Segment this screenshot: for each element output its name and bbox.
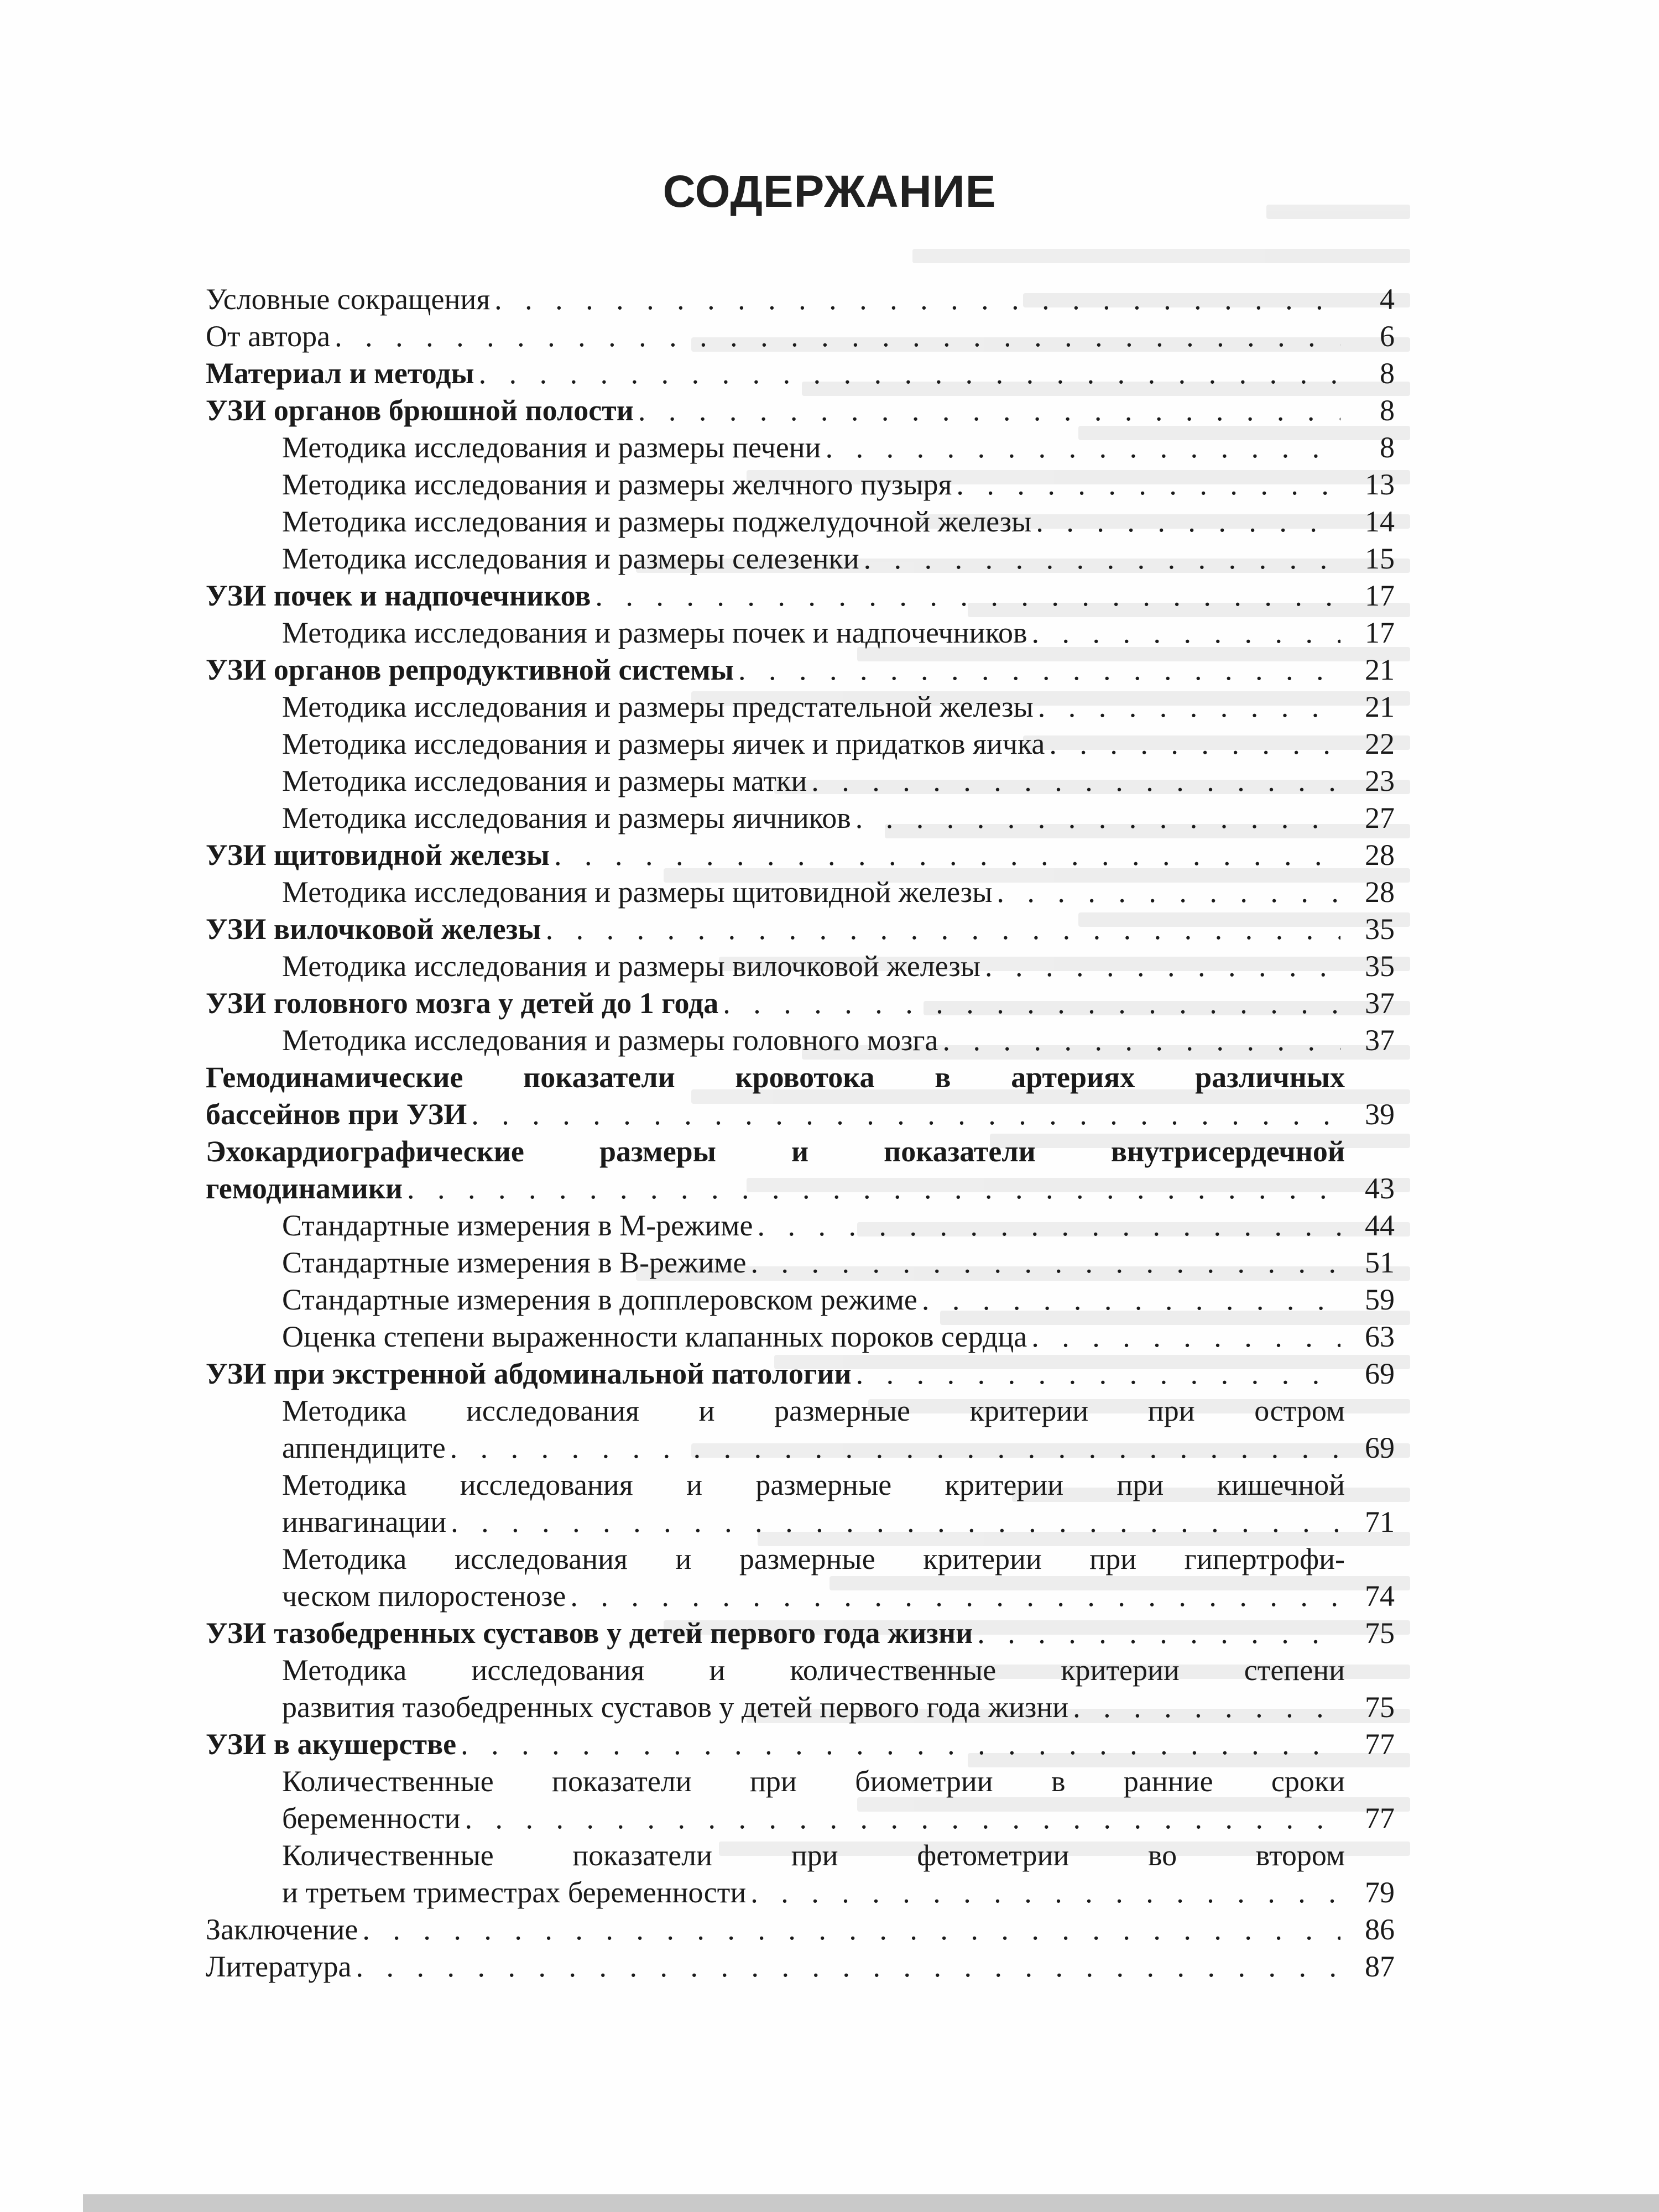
page-title: СОДЕРЖАНИЕ bbox=[662, 166, 997, 217]
dot-leader bbox=[362, 1911, 1340, 1948]
toc-entry bbox=[206, 688, 1395, 726]
toc-entry-title-line1: Методика исследования и размерные критерии при кишечной bbox=[282, 1468, 1345, 1501]
toc-page-number: 44 bbox=[1365, 1209, 1395, 1242]
dot-leader bbox=[546, 911, 1340, 948]
dot-leader bbox=[855, 800, 1340, 837]
toc-entry-title: УЗИ в акушерстве bbox=[206, 1728, 457, 1761]
dot-leader bbox=[1073, 1689, 1340, 1726]
toc-entry-title: Материал и методы bbox=[206, 357, 474, 390]
toc-entry-title: УЗИ при экстренной абдоминальной патологии bbox=[206, 1357, 852, 1390]
toc-entry-title: УЗИ органов брюшной полости bbox=[206, 394, 634, 427]
toc-page-number: 37 bbox=[1365, 987, 1395, 1020]
toc-entry-title: Оценка степени выраженности клапанных пороков сердца bbox=[282, 1320, 1027, 1353]
dot-leader bbox=[471, 1096, 1340, 1133]
toc-entry bbox=[206, 577, 1395, 614]
dot-leader bbox=[864, 540, 1340, 577]
toc-entry-title: Методика исследования и размеры печени bbox=[282, 431, 821, 464]
toc-entry-title-line2: беременности bbox=[282, 1802, 461, 1835]
toc-entry-title: Литература bbox=[206, 1950, 352, 1983]
toc-entry-title: Стандартные измерения в В-режиме bbox=[282, 1246, 747, 1279]
toc-entry-title: Методика исследования и размеры матки bbox=[282, 764, 807, 797]
toc-page-number: 77 bbox=[1365, 1728, 1395, 1761]
toc-page-number: 27 bbox=[1365, 801, 1395, 834]
toc-page-number: 39 bbox=[1365, 1098, 1395, 1131]
toc-entry bbox=[206, 429, 1395, 466]
toc-entry bbox=[206, 281, 1395, 318]
toc-page-number: 43 bbox=[1365, 1172, 1395, 1205]
toc-entry bbox=[206, 1541, 1395, 1615]
toc-entry bbox=[206, 763, 1395, 800]
toc-entry bbox=[206, 651, 1395, 688]
dot-leader bbox=[1049, 726, 1340, 763]
dot-leader bbox=[997, 874, 1340, 911]
dot-leader bbox=[942, 1022, 1340, 1059]
toc-page-number: 8 bbox=[1380, 357, 1395, 390]
toc-page-number: 15 bbox=[1365, 542, 1395, 575]
toc-entry bbox=[206, 1244, 1395, 1281]
toc-entry bbox=[206, 318, 1395, 355]
toc-entry bbox=[206, 1726, 1395, 1763]
toc-entry bbox=[206, 1837, 1395, 1911]
toc-entry-title: УЗИ головного мозга у детей до 1 года bbox=[206, 987, 719, 1020]
toc-entry-title: Стандартные измерения в допплеровском режиме bbox=[282, 1283, 917, 1316]
toc-page-number: 71 bbox=[1365, 1505, 1395, 1538]
dot-leader bbox=[977, 1615, 1340, 1652]
dot-leader bbox=[494, 281, 1340, 318]
dot-leader bbox=[1031, 614, 1340, 651]
toc-entry-title-line2: аппендиците bbox=[282, 1431, 446, 1464]
toc-entry bbox=[206, 355, 1395, 392]
toc-page-number: 8 bbox=[1380, 431, 1395, 464]
toc-entry-title-line1: Методика исследования и размерные критерии при остром bbox=[282, 1394, 1345, 1427]
toc-entry-title-line2: гемодинамики bbox=[206, 1172, 403, 1205]
toc-entry-title-line1: Количественные показатели при биометрии в ранние сроки bbox=[282, 1765, 1345, 1798]
toc-page-number: 13 bbox=[1365, 468, 1395, 501]
toc-entry-title: УЗИ щитовидной железы bbox=[206, 838, 550, 872]
toc-page-number: 28 bbox=[1365, 875, 1395, 909]
toc-entry-title: Условные сокращения bbox=[206, 283, 491, 316]
toc-entry bbox=[206, 874, 1395, 911]
dot-leader bbox=[1036, 503, 1340, 540]
toc-entry bbox=[206, 1207, 1395, 1244]
toc-entry-title: Методика исследования и размеры селезенки bbox=[282, 542, 859, 575]
toc-page-number: 75 bbox=[1365, 1616, 1395, 1650]
toc-entry-title-line1: Эхокардиографические размеры и показатели внутрисердечной bbox=[206, 1135, 1345, 1168]
toc-page-number: 8 bbox=[1380, 394, 1395, 427]
toc-entry-title-line1: Методика исследования и количественные критерии степени bbox=[282, 1653, 1345, 1687]
toc-page-number: 69 bbox=[1365, 1431, 1395, 1464]
toc-page-number: 74 bbox=[1365, 1579, 1395, 1613]
scan-edge-shadow bbox=[83, 2194, 1659, 2212]
toc-entry-title: От автора bbox=[206, 320, 331, 353]
dot-leader bbox=[956, 466, 1340, 503]
dot-leader bbox=[465, 1800, 1340, 1837]
dot-leader bbox=[1038, 688, 1340, 726]
toc-entry-line2-row bbox=[282, 1689, 1395, 1726]
toc-entry-title-line2: инвагинации bbox=[282, 1505, 447, 1538]
toc-entry-title: Методика исследования и размеры предстательной железы bbox=[282, 690, 1034, 723]
toc-entry bbox=[206, 1615, 1395, 1652]
toc-page-number: 6 bbox=[1380, 320, 1395, 353]
toc-entry bbox=[206, 1911, 1395, 1948]
dot-leader bbox=[595, 577, 1340, 614]
toc-entry-line2-row bbox=[206, 1096, 1395, 1133]
toc-entry bbox=[206, 614, 1395, 651]
toc-page-number: 63 bbox=[1365, 1320, 1395, 1353]
toc-entry bbox=[206, 1652, 1395, 1726]
toc-entry-title: Стандартные измерения в М-режиме bbox=[282, 1209, 753, 1242]
toc-entry-line2-row bbox=[282, 1874, 1395, 1911]
toc-entry-line2-row bbox=[282, 1800, 1395, 1837]
toc-entry bbox=[206, 466, 1395, 503]
toc-page-number: 87 bbox=[1365, 1950, 1395, 1983]
dot-leader bbox=[750, 1874, 1340, 1911]
toc-entry-title-line1: Методика исследования и размерные критерии при гипертрофи- bbox=[282, 1542, 1345, 1575]
toc-page-number: 77 bbox=[1365, 1802, 1395, 1835]
toc-entry-title: УЗИ органов репродуктивной системы bbox=[206, 653, 734, 686]
toc-page-number: 35 bbox=[1365, 912, 1395, 946]
toc-entry-line2-row bbox=[282, 1504, 1395, 1541]
toc-entry bbox=[206, 392, 1395, 429]
dot-leader bbox=[922, 1281, 1340, 1318]
toc-page-number: 69 bbox=[1365, 1357, 1395, 1390]
toc-entry bbox=[206, 837, 1395, 874]
toc-entry bbox=[206, 540, 1395, 577]
dot-leader bbox=[450, 1430, 1340, 1467]
toc-entry bbox=[206, 985, 1395, 1022]
toc-entry-line2-row bbox=[206, 1170, 1395, 1207]
dot-leader bbox=[335, 318, 1340, 355]
dot-leader bbox=[856, 1355, 1340, 1392]
toc-entry-title-line2: ческом пилоростенозе bbox=[282, 1579, 566, 1613]
dot-leader bbox=[757, 1207, 1340, 1244]
dot-leader bbox=[638, 392, 1340, 429]
toc-entry bbox=[206, 726, 1395, 763]
toc-entry-title: Методика исследования и размеры поджелудочной железы bbox=[282, 505, 1032, 538]
toc-entry-title: Методика исследования и размеры щитовидной железы bbox=[282, 875, 993, 909]
toc-entry-title-line2: развития тазобедренных суставов у детей первого года жизни bbox=[282, 1691, 1069, 1724]
toc-entry-title: Методика исследования и размеры яичников bbox=[282, 801, 851, 834]
show-through-line bbox=[912, 249, 1410, 263]
toc-page-number: 4 bbox=[1380, 283, 1395, 316]
toc-entry bbox=[206, 503, 1395, 540]
toc-entry-title: УЗИ вилочковой железы bbox=[206, 912, 541, 946]
toc-entry-title-line2: бассейнов при УЗИ bbox=[206, 1098, 467, 1131]
dot-leader bbox=[356, 1948, 1340, 1985]
toc-entry-title: Методика исследования и размеры почек и надпочечников bbox=[282, 616, 1027, 649]
toc-page-number: 28 bbox=[1365, 838, 1395, 872]
toc-entry-title-line2: и третьем триместрах беременности bbox=[282, 1876, 747, 1909]
toc-page-number: 75 bbox=[1365, 1691, 1395, 1724]
toc-page-number: 23 bbox=[1365, 764, 1395, 797]
toc-entry bbox=[206, 1392, 1395, 1467]
toc-entry-title-line1: Количественные показатели при фетометрии во втором bbox=[282, 1839, 1345, 1872]
toc-page-number: 14 bbox=[1365, 505, 1395, 538]
dot-leader bbox=[479, 355, 1340, 392]
toc-entry bbox=[206, 1022, 1395, 1059]
toc-entry bbox=[206, 1133, 1395, 1207]
toc-entry bbox=[206, 1281, 1395, 1318]
toc-page-number: 17 bbox=[1365, 579, 1395, 612]
dot-leader bbox=[750, 1244, 1340, 1281]
toc-entry-line2-row bbox=[282, 1430, 1395, 1467]
toc-entry bbox=[206, 1948, 1395, 1985]
dot-leader bbox=[451, 1504, 1340, 1541]
toc-entry-title-line1: Гемодинамические показатели кровотока в артериях различных bbox=[206, 1061, 1345, 1094]
toc-entry-title: Методика исследования и размеры желчного пузыря bbox=[282, 468, 952, 501]
toc-entry-line2-row bbox=[282, 1578, 1395, 1615]
toc-entry-title: УЗИ почек и надпочечников bbox=[206, 579, 591, 612]
dot-leader bbox=[554, 837, 1340, 874]
dot-leader bbox=[738, 651, 1340, 688]
toc-entry bbox=[206, 1467, 1395, 1541]
toc-entry bbox=[206, 1318, 1395, 1355]
toc-page-number: 22 bbox=[1365, 727, 1395, 760]
toc-page-number: 21 bbox=[1365, 653, 1395, 686]
toc-entry-title: Заключение bbox=[206, 1913, 358, 1946]
toc-entry-title: Методика исследования и размеры яичек и придатков яичка bbox=[282, 727, 1045, 760]
dot-leader bbox=[570, 1578, 1340, 1615]
toc-entry bbox=[206, 948, 1395, 985]
toc-page-number: 35 bbox=[1365, 950, 1395, 983]
toc-entry bbox=[206, 1763, 1395, 1837]
toc-page-number: 79 bbox=[1365, 1876, 1395, 1909]
toc-page-number: 21 bbox=[1365, 690, 1395, 723]
toc-entry bbox=[206, 1059, 1395, 1133]
dot-leader bbox=[826, 429, 1340, 466]
dot-leader bbox=[985, 948, 1340, 985]
toc-entry-title: Методика исследования и размеры головного мозга bbox=[282, 1024, 938, 1057]
table-of-contents bbox=[206, 281, 1395, 1985]
toc-entry bbox=[206, 800, 1395, 837]
toc-entry bbox=[206, 1355, 1395, 1392]
dot-leader bbox=[407, 1170, 1340, 1207]
toc-page-number: 17 bbox=[1365, 616, 1395, 649]
toc-page-number: 86 bbox=[1365, 1913, 1395, 1946]
toc-page-number: 37 bbox=[1365, 1024, 1395, 1057]
dot-leader bbox=[461, 1726, 1340, 1763]
dot-leader bbox=[1031, 1318, 1340, 1355]
toc-page-number: 59 bbox=[1365, 1283, 1395, 1316]
toc-entry bbox=[206, 911, 1395, 948]
dot-leader bbox=[723, 985, 1340, 1022]
dot-leader bbox=[811, 763, 1340, 800]
toc-page-number: 51 bbox=[1365, 1246, 1395, 1279]
toc-entry-title: Методика исследования и размеры вилочковой железы bbox=[282, 950, 980, 983]
toc-entry-title: УЗИ тазобедренных суставов у детей первого года жизни bbox=[206, 1616, 973, 1650]
